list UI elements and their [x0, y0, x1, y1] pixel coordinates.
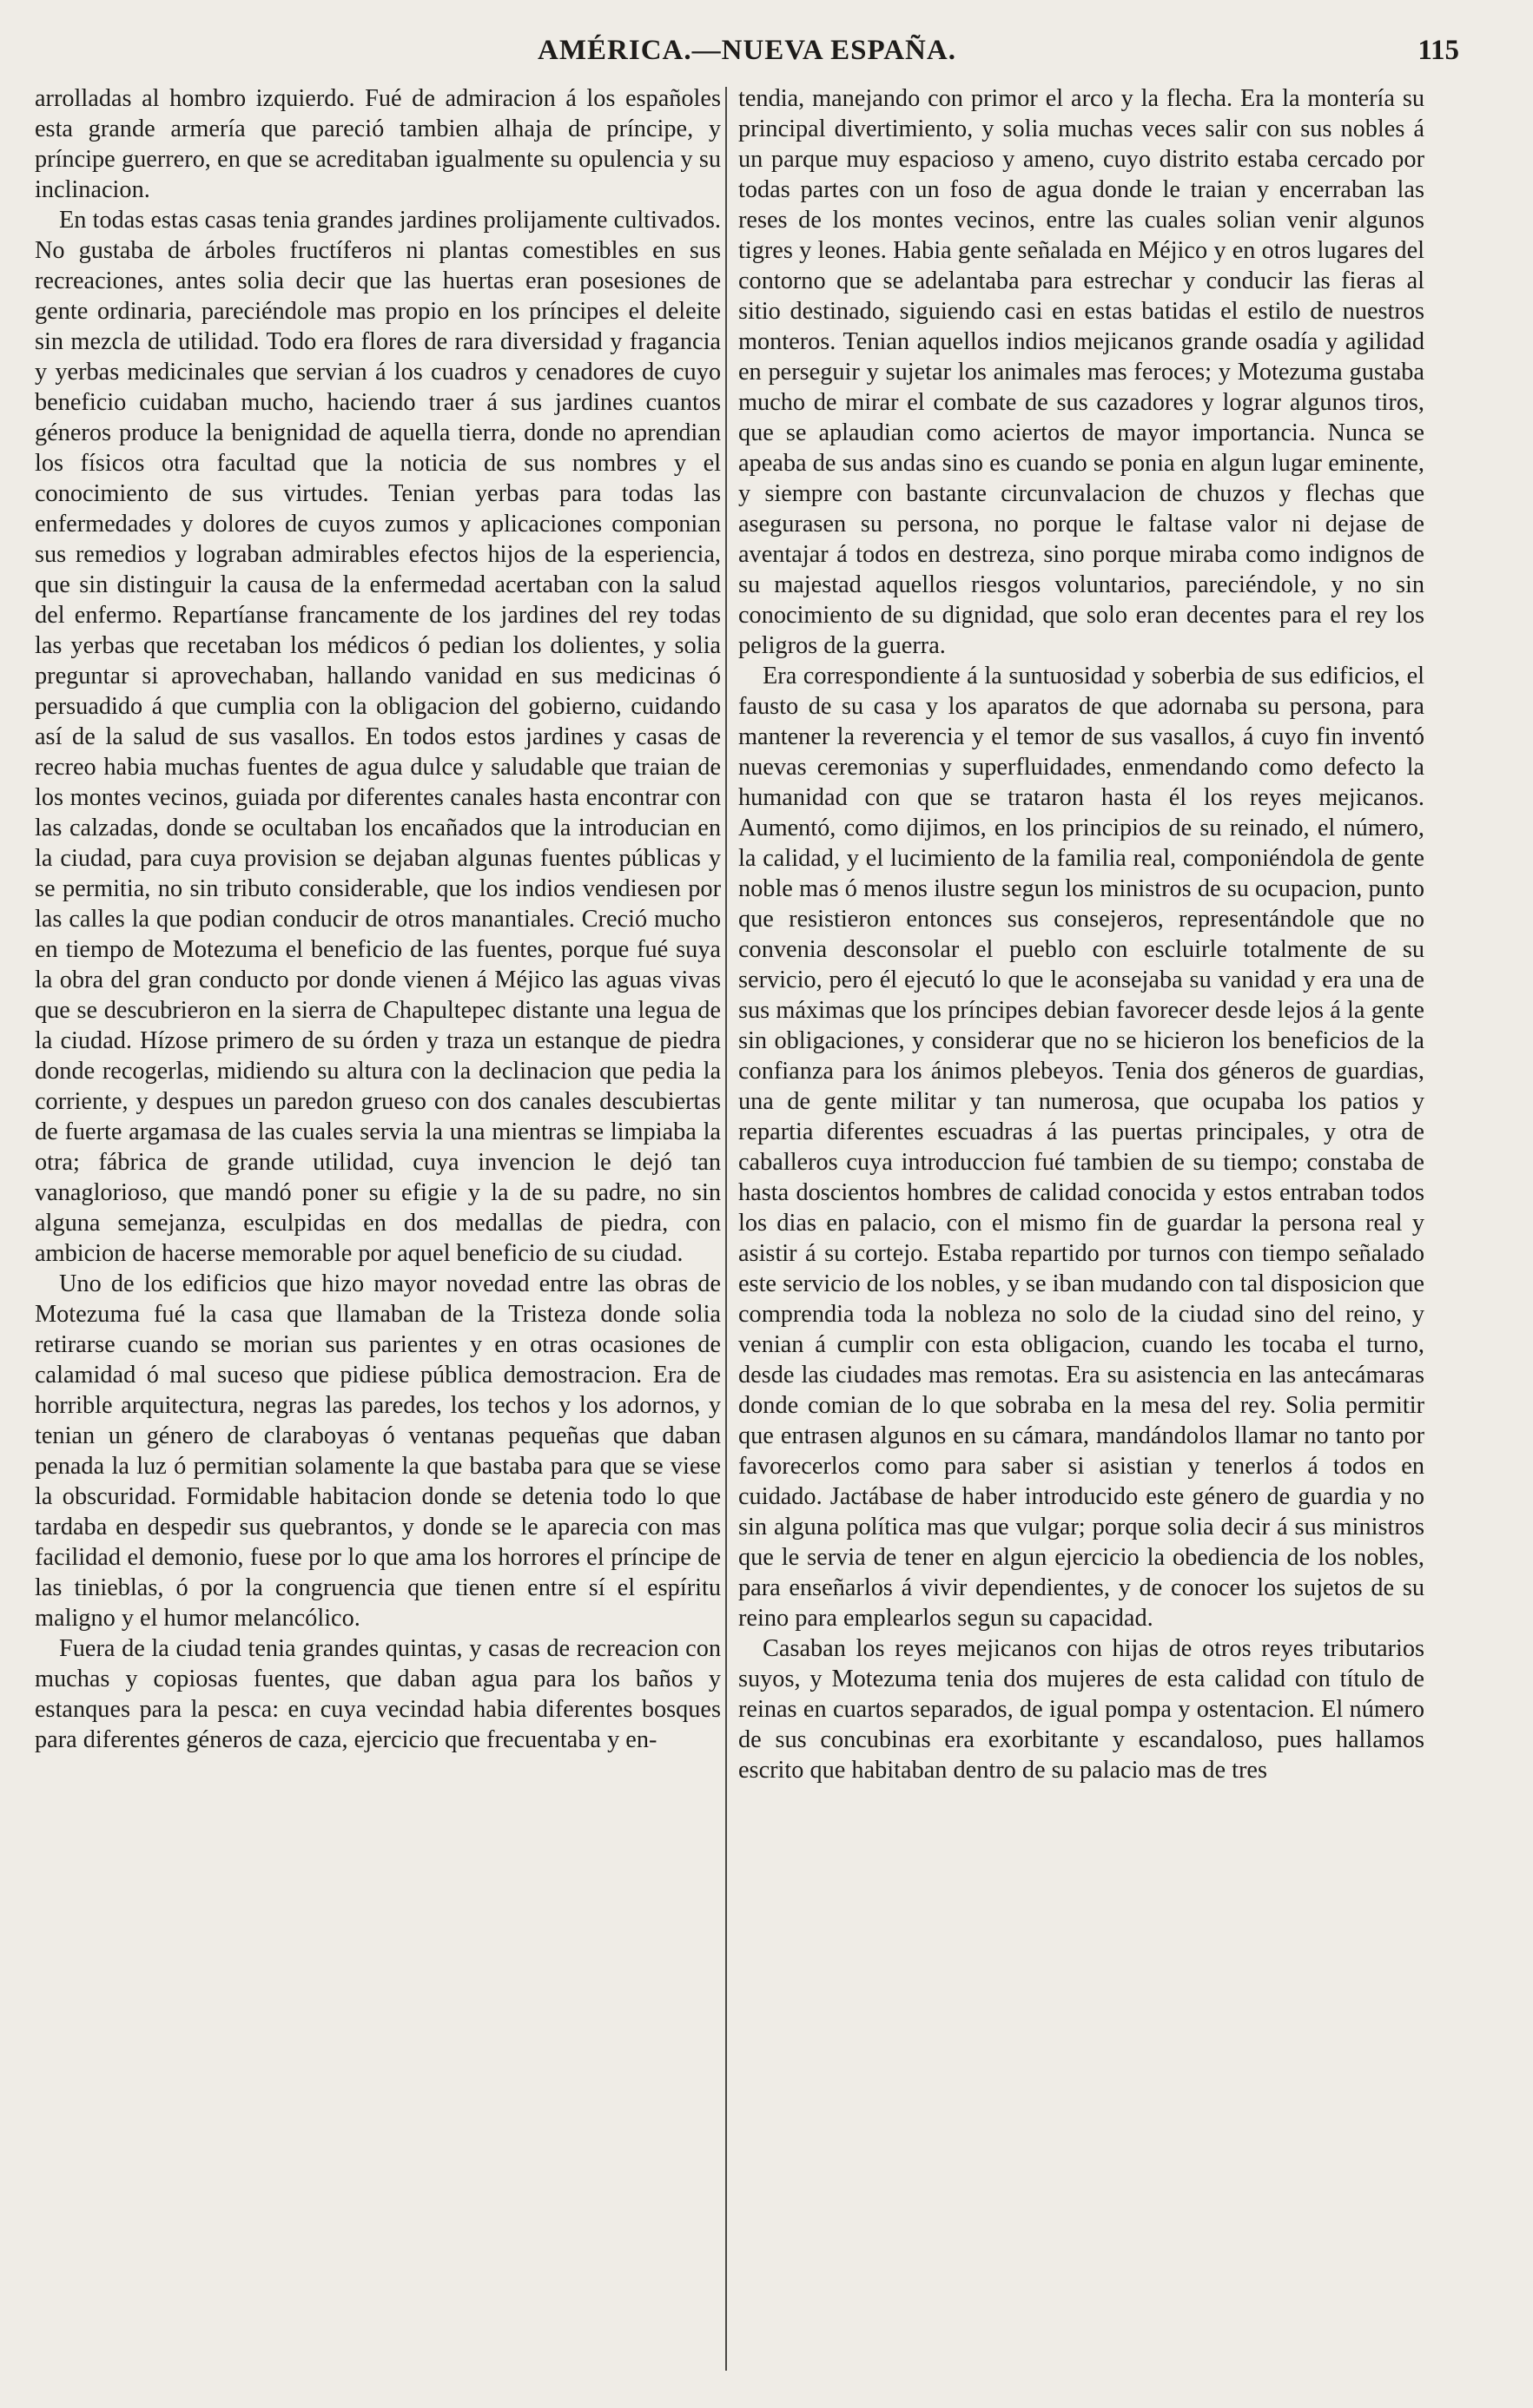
right-column	[738, 83, 1424, 2376]
paragraph: Fuera de la ciudad tenia grandes quintas, y casas de recreacion con muchas y copiosas fuentes, que daban agua para los baños y estanques para la pesca: en cuya vecindad habia diferentes bosques para diferentes géneros de caza, ejercicio que frecuentaba y en-	[35, 1635, 721, 1753]
paragraph: tendia, manejando con primor el arco y la flecha. Era la montería su principal divertimiento, y solia muchas veces salir con sus nobles á un parque muy espacioso y ameno, cuyo distrito estaba cercado por todas partes con un foso de agua donde le traian y encerraban las reses de los montes vecinos, entre las cuales solian venir algunos tigres y leones. Habia gente señalada en Méjico y en otros lugares del contorno que se adelantaba para estrechar y conducir las fieras al sitio destinado, siguiendo casi en estas batidas el estilo de nuestros monteros. Tenian aquellos indios mejicanos grande osadía y agilidad en perseguir y sujetar los animales mas feroces; y Motezuma gustaba mucho de mirar el combate de sus cazadores y lograr algunos tiros, que se aplaudian como aciertos de mayor importancia. Nunca se apeaba de sus andas sino es cuando se ponia en algun lugar eminente, y siempre con bastante circunvalacion de chuzos y flechas que asegurasen su persona, no porque le faltase valor ni dejase de aventajar á todos en destreza, sino porque miraba como indignos de su majestad aquellos riesgos voluntarios, pareciéndole, y no sin conocimiento de su dignidad, que solo eran decentes para el rey los peligros de la guerra.	[738, 85, 1424, 659]
page-header	[35, 33, 1459, 76]
column-divider	[725, 87, 727, 2371]
paragraph: Casaban los reyes mejicanos con hijas de otros reyes tributarios suyos, y Motezuma tenia dos mujeres de esta calidad con título de reinas en cuartos separados, de igual pompa y ostentacion. El número de sus concubinas era exorbitante y escandaloso, pues hallamos escrito que habitaban dentro de su palacio mas de tres	[738, 1635, 1424, 1784]
paragraph: arrolladas al hombro izquierdo. Fué de admiracion á los españoles esta grande armería que pareció tambien alhaja de príncipe, y príncipe guerrero, en que se acreditaban igualmente su opulencia y su inclinacion.	[35, 85, 721, 203]
running-title: AMÉRICA.—NUEVA ESPAÑA.	[538, 35, 956, 66]
page-number: 115	[1417, 35, 1459, 66]
paragraph: Era correspondiente á la suntuosidad y soberbia de sus edificios, el fausto de su casa y los aparatos de que adornaba su persona, para mantener la reverencia y el temor de sus vasallos, á cuyo fin inventó nuevas ceremonias y superfluidades, enmendando como defecto la humanidad con que se trataron hasta él los reyes mejicanos. Aumentó, como dijimos, en los principios de su reinado, el número, la calidad, y el lucimiento de la familia real, componiéndola de gente noble mas ó menos ilustre segun los ministros de su ocupacion, punto que resistieron entonces sus consejeros, representándole que no convenia desconsolar el pueblo con escluirle totalmente de su servicio, pero él ejecutó lo que le aconsejaba su vanidad y era una de sus máximas que los príncipes debian favorecer desde lejos á la gente sin obligaciones, y considerar que no se hicieron los beneficios de la confianza para los ánimos plebeyos. Tenia dos géneros de guardias, una de gente militar y tan numerosa, que ocupaba los patios y repartia diferentes escuadras á las puertas principales, y otra de caballeros cuya introduccion fué tambien de su tiempo; constaba de hasta doscientos hombres de calidad conocida y estos entraban todos los dias en palacio, con el mismo fin de guardar la persona real y asistir á su cortejo. Estaba repartido por turnos con tiempo señalado este servicio de los nobles, y se iban mudando con tal disposicion que comprendia toda la nobleza no solo de la ciudad sino del reino, y venian á cumplir con esta obligacion, cuando les tocaba el turno, desde las ciudades mas remotas. Era su asistencia en las antecámaras donde comian de lo que sobraba en la mesa del rey. Solia permitir que entrasen algunos en su cámara, mandándolos llamar no tanto por favorecerlos como para saber si asistian y tenerlos á todos en cuidado. Jactábase de haber introducido este género de guardia y no sin alguna política mas que vulgar; porque solia decir á sus ministros que le servia de tener en algun ejercicio la obediencia de los nobles, para enseñarlos á vivir dependientes, y de conocer los sujetos de su reino para emplearlos segun su capacidad.	[738, 663, 1424, 1632]
paragraph: En todas estas casas tenia grandes jardines prolijamente cultivados. No gustaba de árboles fructíferos ni plantas comestibles en sus recreaciones, antes solia decir que las huertas eran posesiones de gente ordinaria, pareciéndole mas propio en los príncipes el deleite sin mezcla de utilidad. Todo era flores de rara diversidad y fragancia y yerbas medicinales que servian á los cuadros y cenadores de cuyo beneficio cuidaban mucho, haciendo traer á sus jardines cuantos géneros produce la benignidad de aquella tierra, donde no aprendian los físicos otra facultad que la noticia de sus nombres y el conocimiento de sus virtudes. Tenian yerbas para todas las enfermedades y dolores de cuyos zumos y aplicaciones componian sus remedios y lograban admirables efectos hijos de la esperiencia, que sin distinguir la causa de la enfermedad acertaban con la salud del enfermo. Repartíanse francamente de los jardines del rey todas las yerbas que recetaban los médicos ó pedian los dolientes, y solia preguntar si aprovechaban, hallando vanidad en sus medicinas ó persuadido á que cumplia con la obligacion del gobierno, cuidando así de la salud de sus vasallos. En todos estos jardines y casas de recreo habia muchas fuentes de agua dulce y saludable que traian de los montes vecinos, guiada por diferentes canales hasta encontrar con las calzadas, donde se ocultaban los encañados que la introducian en la ciudad, para cuya provision se dejaban algunas fuentes públicas y se permitia, no sin tributo considerable, que los indios vendiesen por las calles la que podian conducir de otros manantiales. Creció mucho en tiempo de Motezuma el beneficio de las fuentes, porque fué suya la obra del gran conducto por donde vienen á Méjico las aguas vivas que se descubrieron en la sierra de Chapultepec distante una legua de la ciudad. Hízose primero de su órden y traza un estanque de piedra donde recogerlas, midiendo su altura con la declinacion que pedia la corriente, y despues un paredon grueso con dos canales descubiertas de fuerte argamasa de las cuales servia la una mientras se limpiaba la otra; fábrica de grande utilidad, cuya invencion le dejó tan vanaglorioso, que mandó poner su efigie y la de su padre, no sin alguna semejanza, esculpidas en dos medallas de piedra, con ambicion de hacerse memorable por aquel beneficio de su ciudad.	[35, 207, 721, 1267]
paragraph: Uno de los edificios que hizo mayor novedad entre las obras de Motezuma fué la casa que llamaban de la Tristeza donde solia retirarse cuando se morian sus parientes y en otras ocasiones de calamidad ó mal suceso que pidiese pública demostracion. Era de horrible arquitectura, negras las paredes, los techos y los adornos, y tenian un género de claraboyas ó ventanas pequeñas que daban penada la luz ó permitian solamente la que bastaba para que se viese la obscuridad. Formidable habitacion donde se detenia todo lo que tardaba en despedir sus quebrantos, y donde se le aparecia con mas facilidad el demonio, fuese por lo que ama los horrores el príncipe de las tinieblas, ó por la congruencia que tienen entre sí el espíritu maligno y el humor melancólico.	[35, 1270, 721, 1632]
left-column	[35, 83, 721, 2376]
